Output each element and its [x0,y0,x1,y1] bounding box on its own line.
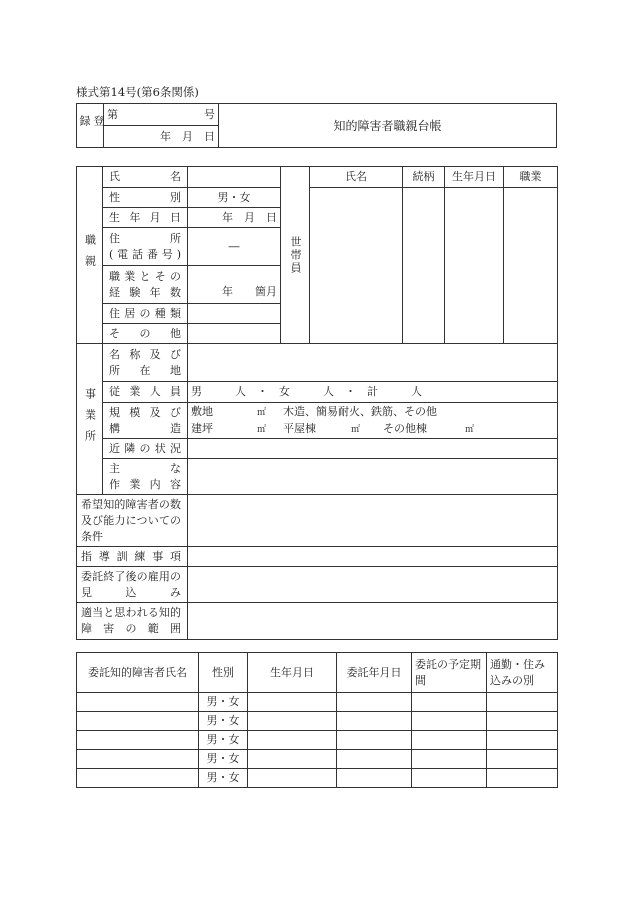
post-employment-label: 委託終了後の雇用の見込み [77,567,188,603]
consign-col-birthdate: 生年月日 [248,653,337,693]
occupation-label: 職業とその 経験年数 [103,266,188,304]
consign-col-period: 委託の予定期間 [412,653,487,693]
household-relations [403,188,445,344]
address-value: ― [188,228,281,266]
scale-label: 規模及び 構造 [103,403,188,439]
sex-cell: 男・女 [199,731,248,750]
registration-table [76,103,557,148]
scale-value: 敷地 ㎡ 木造、簡易耐火、鉄筋、その他 建坪 ㎡ 平屋棟 ㎡ その他棟 ㎡ [188,403,558,439]
household-birthdates [445,188,504,344]
other-value [188,324,281,344]
occupation-years-value: 年 箇月 [188,266,281,304]
consign-col-name: 委託知的障害者氏名 [77,653,199,693]
consignment-table [76,652,558,788]
household-col-name: 氏名 [310,167,403,188]
registration-label: 登録 [77,104,104,148]
training-items-label: 指導訓練事項 [77,547,188,567]
birthdate-value: 年 月 日 [188,208,281,228]
desired-conditions-label: 希望知的障害者の数及び能力についての条件 [77,495,188,547]
table-row [77,693,558,712]
main-table [76,166,558,640]
other-label: その他 [103,324,188,344]
post-employment-value [188,567,558,603]
sex-value: 男・女 [188,188,281,208]
disability-range-value [188,603,558,640]
employees-label: 従業人員 [103,382,188,403]
ledger-title: 知的障害者職親台帳 [219,104,557,148]
table-row [77,712,558,731]
disability-range-label: 適当と思われる知的障害の範囲 [77,603,188,640]
registration-date: 年 月 日 [104,126,219,148]
neighborhood-value [188,439,558,459]
form-number: 様式第14号(第6条関係) [76,85,199,99]
registration-number: 第 号 [104,104,219,126]
employees-value: 男 人 ・ 女 人 ・ 計 人 [188,382,558,403]
name-label: 氏名 [103,167,188,188]
sex-label: 性別 [103,188,188,208]
household-names [310,188,403,344]
household-col-relation: 続柄 [403,167,445,188]
main-work-value [188,459,558,495]
main-work-label: 主な 作業内容 [103,459,188,495]
desired-conditions-value [188,495,558,547]
name-value [188,167,281,188]
table-row [77,750,558,769]
table-row [77,731,558,750]
consign-col-commute: 通勤・住み込みの別 [487,653,558,693]
consign-col-date: 委託年月日 [337,653,412,693]
consign-col-sex: 性別 [199,653,248,693]
residence-type-label: 住居の種類 [103,304,188,324]
birthdate-label: 生年月日 [103,208,188,228]
shokuoya-section-label: 職親 [77,167,103,344]
neighborhood-label: 近隣の状況 [103,439,188,459]
jigyosho-section-label: 事業所 [77,344,103,495]
sex-cell: 男・女 [199,750,248,769]
name-location-label: 名称及び 所在地 [103,344,188,382]
household-col-birthdate: 生年月日 [445,167,504,188]
name-location-value [188,344,558,382]
sex-cell: 男・女 [199,712,248,731]
household-occupations [504,188,558,344]
household-col-occupation: 職業 [504,167,558,188]
household-label: 世帯員 [281,167,310,344]
training-items-value [188,547,558,567]
address-label: 住所 (電話番号) [103,228,188,266]
sex-cell: 男・女 [199,769,248,788]
table-row [77,769,558,788]
residence-type-value [188,304,281,324]
sex-cell: 男・女 [199,693,248,712]
